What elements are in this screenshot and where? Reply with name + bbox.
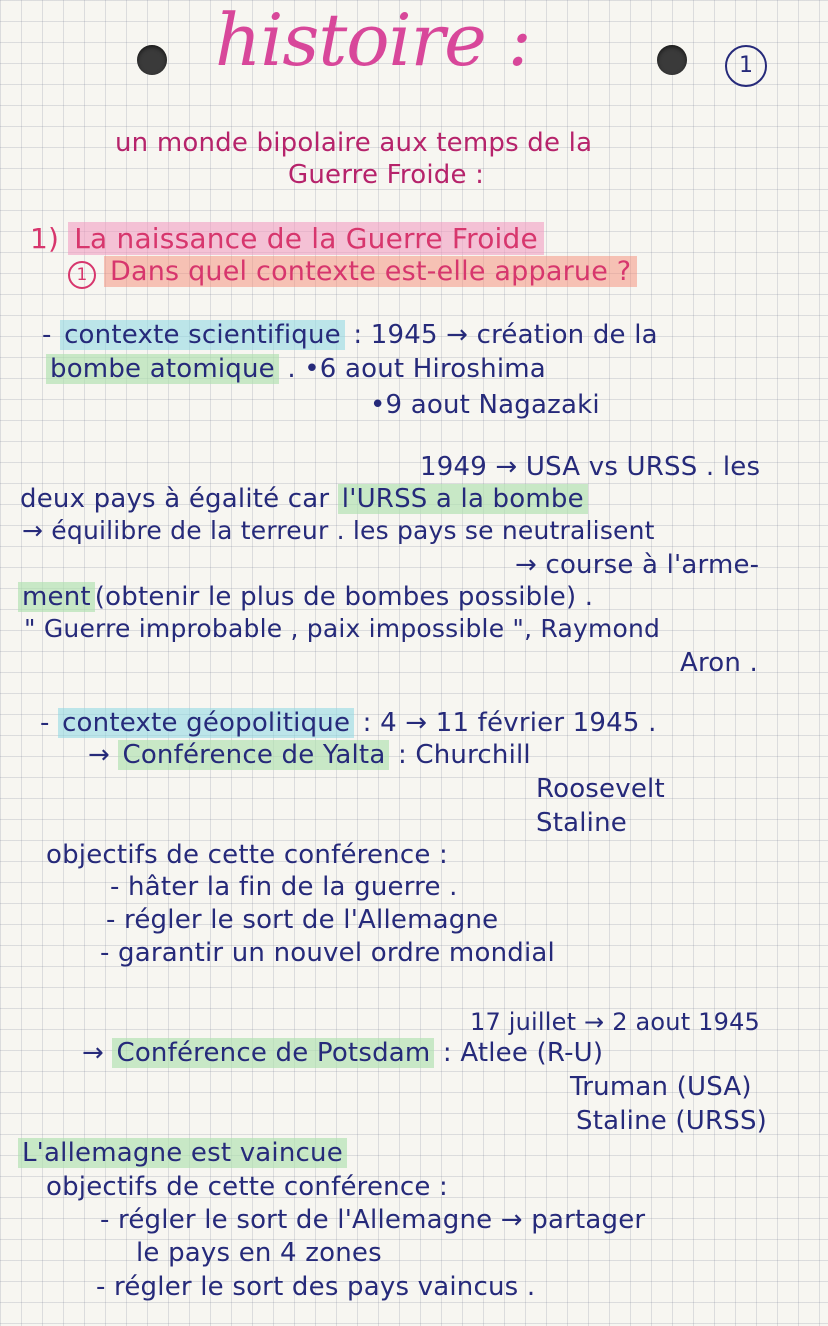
yalta-objectives-title: objectifs de cette conférence : [46, 840, 448, 870]
yalta-participant2: Roosevelt [536, 774, 665, 804]
section-heading-text: La naissance de la Guerre Froide [68, 222, 544, 255]
yalta-participant3: Staline [536, 808, 627, 838]
scientific-line8-highlight: ment [18, 582, 95, 612]
germany-defeated [18, 1138, 347, 1168]
potsdam-participant3: Staline (URSS) [576, 1106, 768, 1136]
scientific-quote-author: Aron . [680, 648, 759, 678]
yalta-objective-3: - garantir un nouvel ordre mondial [100, 938, 555, 968]
scientific-quote: " Guerre improbable , paix impossible ", Raymond [24, 614, 661, 643]
scientific-line1 [42, 320, 658, 350]
scientific-label2: bombe atomique [46, 354, 279, 384]
scientific-text1: : 1945 → création de la [353, 320, 658, 350]
potsdam-objectives-title: objectifs de cette conférence : [46, 1172, 448, 1202]
geopolitical-text1: : 4 → 11 février 1945 . [362, 708, 657, 738]
potsdam-date: 17 juillet → 2 aout 1945 [470, 1008, 761, 1036]
punch-hole-right [657, 45, 687, 75]
yalta-objective-2: - régler le sort de l'Allemagne [106, 905, 499, 935]
scientific-line4: 1949 → USA vs URSS . les [420, 452, 761, 482]
germany-defeated-text: L'allemagne est vaincue [18, 1138, 347, 1168]
potsdam-objective-1-cont: le pays en 4 zones [136, 1238, 382, 1268]
question-text: Dans quel contexte est-elle apparue ? [104, 256, 637, 287]
geopolitical-line1 [40, 708, 657, 738]
potsdam-objective-1: - régler le sort de l'Allemagne → partager [100, 1205, 646, 1235]
punch-hole-left [137, 45, 167, 75]
potsdam-line [82, 1038, 603, 1068]
question-number: 1 [68, 261, 96, 289]
scientific-line7: → course à l'arme- [515, 550, 760, 580]
scientific-line5-text: deux pays à égalité car [20, 484, 330, 514]
scientific-line8-text: (obtenir le plus de bombes possible) . [94, 582, 594, 612]
potsdam-arrow: → [82, 1038, 104, 1068]
yalta-line [88, 740, 531, 770]
geopolitical-label: contexte géopolitique [58, 708, 354, 738]
dash: - [42, 320, 52, 350]
subtitle-line2: Guerre Froide : [288, 160, 485, 190]
scientific-line5-highlight: l'URSS a la bombe [338, 484, 588, 514]
scientific-line6: → équilibre de la terreur . les pays se neutralisent [22, 516, 655, 545]
scientific-line5 [20, 484, 588, 514]
page-title: histoire : [215, 0, 531, 82]
section-heading-prefix: 1) [30, 222, 60, 255]
scientific-label: contexte scientifique [60, 320, 345, 350]
potsdam-participant2: Truman (USA) [570, 1072, 752, 1102]
yalta-objective-1: - hâter la fin de la guerre . [110, 872, 458, 902]
scientific-text2: . •6 aout Hiroshima [287, 354, 546, 384]
potsdam-participant1: : Atlee (R-U) [442, 1038, 604, 1068]
page-number: 1 [725, 45, 767, 87]
dash: - [40, 708, 50, 738]
scientific-line8 [18, 582, 593, 612]
potsdam-objective-2: - régler le sort des pays vaincus . [96, 1272, 536, 1302]
yalta-conference: Conférence de Yalta [118, 740, 389, 770]
yalta-arrow: → [88, 740, 110, 770]
scientific-line3: •9 aout Nagazaki [370, 390, 600, 420]
section-heading [30, 222, 544, 255]
scientific-line2 [46, 354, 546, 384]
yalta-participant1: : Churchill [397, 740, 531, 770]
section-question [68, 256, 637, 289]
potsdam-conference: Conférence de Potsdam [112, 1038, 434, 1068]
subtitle-line1: un monde bipolaire aux temps de la [115, 128, 593, 158]
